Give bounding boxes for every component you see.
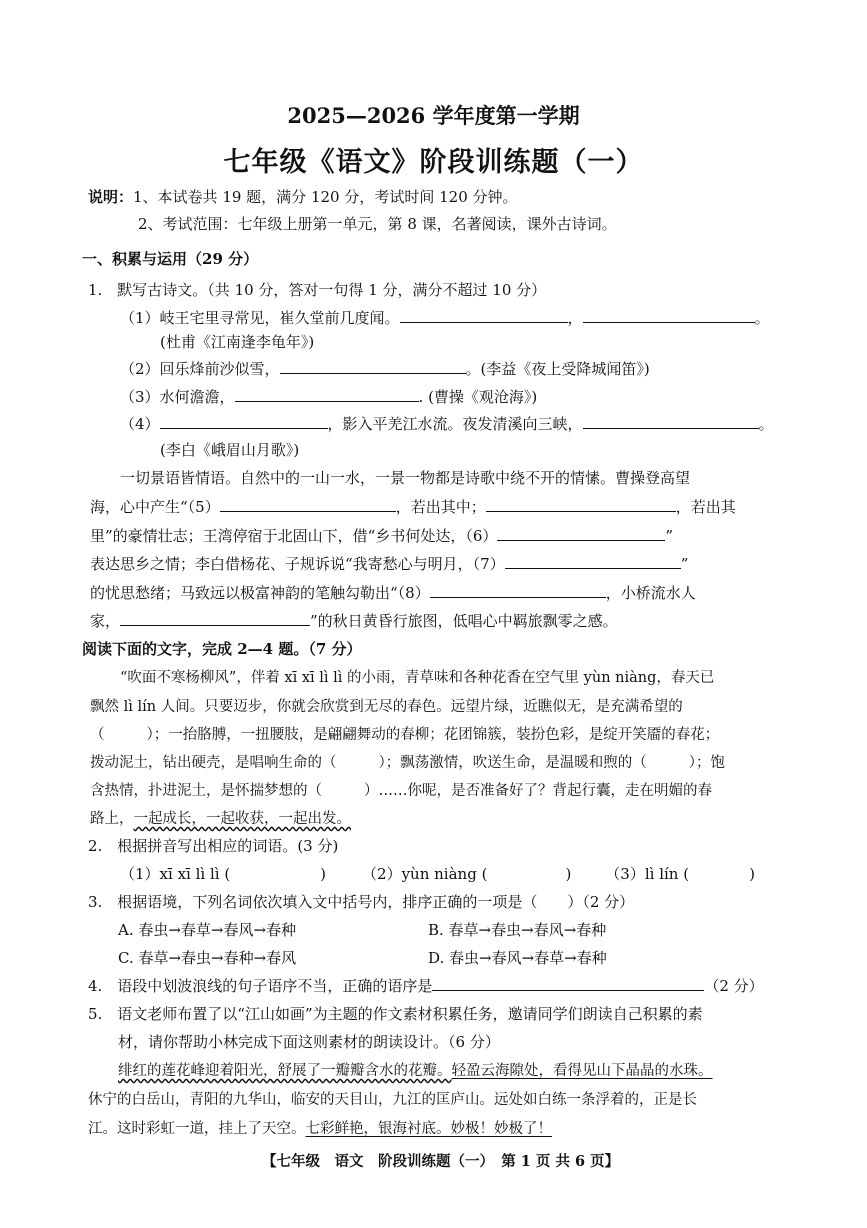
answer-blank[interactable] [120,611,310,626]
q2-stem: 2. 根据拼音写出相应的词语。(3 分) [88,837,339,855]
q1-para-line-4 [90,553,688,574]
page-footer: 【七年级 语文 阶段训练题（一） 第 1 页 共 6 页】 [262,1153,620,1170]
q1-line-4: （4） ，影入平羌江水流。夜发清溪向三峡， 。 [120,415,774,433]
q3-stem: 3. 根据语境，下列名词依次填入文中括号内，排序正确的一项是（ ）（2 分） [88,893,635,911]
passage-text: ）；飘荡激情，吹送生命，是温暖和煦的（ [378,755,647,771]
material-line-3 [88,1117,552,1138]
answer-blank[interactable] [280,359,466,374]
q1-para-text: ，小桥流水人 [605,584,696,602]
q3-option-b[interactable]: B. 春草→春虫→春风→春种 [428,921,607,939]
answer-blank[interactable] [432,976,704,991]
answer-blank[interactable] [497,526,665,541]
q1-para-line-2 [90,496,736,517]
notes-line-2: 2、考试范围：七年级上册第一单元，第 8 课，名著阅读，课外古诗词。 [138,215,617,233]
q1-para-line-1: 一切景语皆情语。自然中的一山一水，一景一物都是诗歌中绕不开的情愫。曹操登高望 [120,469,691,487]
q1-para-text: 家， [90,612,121,630]
passage-text: 拨动泥土，钻出硬壳，是唱响生命的（ [90,755,337,771]
q2-item-1: （1）xī xī lì lì ( [120,865,231,883]
q4-stem: 4. 语段中划波浪线的句子语序不当，正确的语序是 [88,977,433,995]
q1-para-text: ” [665,527,674,545]
q1-source-1: (杜甫《江南逢李龟年》) [160,333,315,351]
q1-para-text: ”的秋日黄昏行旅图，低唱心中羁旅飘零之感。 [310,612,618,630]
passage-line-1: “吹面不寒杨柳风”，伴着 xī xī lì lì 的小雨，青草味和各种花香在空气里 yùn niàng，春天已 [120,670,715,686]
answer-blank[interactable] [400,308,568,323]
q1-line-2-text: （2）回乐烽前沙似雪， [120,360,280,378]
notes-line-1 [88,186,518,207]
passage-line-4 [90,751,725,772]
q2-close: ) [320,865,327,883]
q2-close: ) [565,865,572,883]
passage-text: ）；饱 [688,755,725,771]
q4-score: （2 分） [704,977,764,995]
material-line-2: 休宁的白岳山，青阳的九华山，临安的天目山，九江的匡庐山。远处如白练一条浮着的，正是长 [88,1092,697,1108]
q1-line-4-text: ，影入平羌江水流。夜发清溪向三峡， [327,415,583,433]
underlined-text: 轻盈云海隙处，看得见山下晶晶的水珠。 [451,1063,713,1079]
passage-text: ）……你呢，是否准备好了？背起行囊，走在明媚的春 [364,783,712,799]
q1-para-text: ，若出其中； [395,498,486,516]
passage-line-6 [90,807,351,828]
q1-line-3-text: （3）水何澹澹， [120,388,235,406]
section-heading: 一、积累与运用（29 分） [82,250,259,268]
q1-line-4-num: （4） [120,415,160,433]
q1-line-3 [120,386,537,407]
q1-stem: 1. 默写古诗文。（共 10 分，答对一句得 1 分，满分不超过 10 分） [88,281,547,299]
q2-close: ) [749,865,755,883]
q1-source-4: (李白《峨眉山月歌》) [160,441,300,459]
notes-label: 说明： [88,188,134,206]
q1-para-text: ” [680,555,689,573]
passage-text: 路上， [90,811,134,827]
q1-para-line-6 [90,610,618,631]
q4-line [88,975,764,996]
passage-paren: （ [90,727,105,743]
passage-line-5 [90,779,712,800]
q1-para-line-3 [90,525,673,546]
wavy-underlined-text: 绯红的莲花峰迎着阳光，舒展了一瓣瓣含水的花瓣。 [118,1063,452,1079]
material-line-1 [118,1059,713,1080]
answer-blank[interactable] [160,414,328,429]
underlined-text: 七彩鲜艳，银海衬底。妙极！妙极了！ [305,1121,552,1137]
q5-line-2: 材，请你帮助小林完成下面这则素材的朗读设计。（6 分） [118,1033,500,1051]
q1-line-1-text: （1）岐王宅里寻常见，崔久堂前几度闻。 [120,309,400,327]
q1-line-2 [120,358,650,379]
q1-line-3-source: . (曹操《观沧海》) [418,388,538,406]
passage-line-3 [90,723,719,744]
q2-item-3: （3）lì lín ( [605,865,690,883]
answer-blank[interactable] [583,308,755,323]
q1-line-1: （1）岐王宅里寻常见，崔久堂前几度闻。 ， 。 [120,309,770,327]
q3-option-d[interactable]: D. 春虫→春风→春草→春种 [428,949,607,967]
q1-line-2-source: 。(李益《夜上受降城闻笛》) [465,360,650,378]
answer-blank[interactable] [220,497,396,512]
q3-option-c[interactable]: C. 春草→春虫→春种→春风 [118,949,297,967]
answer-blank[interactable] [430,583,606,598]
material-text: 江。这时彩虹一道，挂上了天空。 [88,1121,306,1137]
wavy-underlined-sentence: 一起成长，一起收获，一起出发。 [133,811,351,827]
notes-text-1: 1、本试卷共 19 题，满分 120 分，考试时间 120 分钟。 [133,188,518,206]
q1-para-text: 里”的豪情壮志；王湾停宿于北固山下，借“乡书何处达，（6） [90,527,498,545]
answer-blank[interactable] [235,387,419,402]
q2-item-2: （2）yùn niàng ( [362,865,488,883]
passage-text: ）；一抬胳膊，一扭腰肢，是翩翩舞动的春柳；花团锦簇，装扮色彩，是绽开笑靥的春花； [146,727,720,743]
q2-answers [120,863,755,884]
answer-blank[interactable] [505,554,681,569]
reading-heading: 阅读下面的文字，完成 2—4 题。（7 分） [82,640,362,658]
q1-para-line-5 [90,582,696,603]
q1-para-text: ，若出其 [675,498,736,516]
q5-line-1: 5. 语文老师布置了以“江山如画”为主题的作文素材积累任务，邀请同学们朗读自己积累的素 [88,1005,703,1023]
q3-option-a[interactable]: A. 春虫→春草→春风→春种 [118,921,297,939]
answer-blank[interactable] [486,497,676,512]
passage-text: 含热情，扑进泥土，是怀揣梦想的（ [90,783,322,799]
q1-para-text: 海，心中产生“（5） [90,498,220,516]
passage-line-2: 飘然 lì lín 人间。只要迈步，你就会欣赏到无尽的春色。远望片绿，近瞧似无，是充满希望的 [90,699,683,715]
answer-blank[interactable] [583,414,759,429]
q1-para-text: 的忧思愁绪；马致远以极富神韵的笔触勾勒出“（8） [90,584,430,602]
exam-main-title: 七年级《语文》阶段训练题（一） [223,147,644,178]
q1-para-text: 表达思乡之情；李白借杨花、子规诉说“我寄愁心与明月，（7） [90,555,505,573]
exam-term-title: 2025—2026 学年度第一学期 [287,103,580,128]
